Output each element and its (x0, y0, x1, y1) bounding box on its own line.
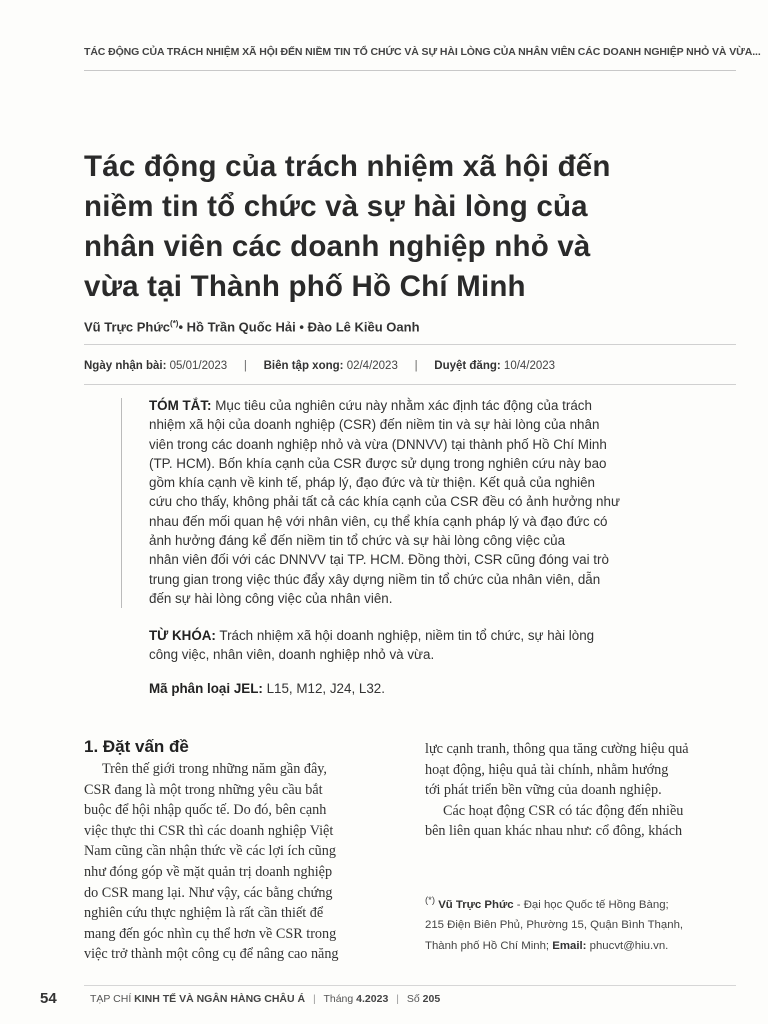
abstract-line: ảnh hưởng đáng kể đến niềm tin tổ chức và sự hài lòng công việc của (149, 533, 566, 549)
keywords (149, 626, 739, 665)
approved-label: Duyệt đăng: (434, 360, 501, 372)
abstract (149, 396, 739, 608)
body-line: Trên thế giới trong những năm gần đây, (102, 761, 327, 777)
article-dates (84, 360, 555, 372)
body-line: do CSR mang lại. Như vậy, các bằng chứng (84, 884, 333, 901)
abstract-line: nhau đến mối quan hệ với nhân viên, cụ thể khía cạnh pháp lý và đạo đức có (149, 513, 608, 529)
body-line: nghiên cứu thực nghiệm là rất cần thiết để (84, 905, 324, 922)
body-line: Nam cũng cần nhận thức về các lợi ích cũng (84, 843, 336, 860)
abstract-line: đến sự hài lòng công việc của nhân viên. (149, 590, 393, 606)
abstract-line: cứu cho thấy, không phải tất cả các khía cạnh của CSR đều có ảnh hưởng như (149, 494, 620, 510)
footnote-author: Vũ Trực Phức (438, 898, 514, 911)
title-line: niềm tin tổ chức và sự hài lòng của (84, 190, 588, 223)
footer-rule (84, 985, 736, 986)
footnote-city: Thành phố Hồ Chí Minh; (425, 939, 553, 952)
body-line: buộc để hội nhập quốc tế. Do đó, bên cạnh (84, 802, 327, 819)
edited-date: 02/4/2023 (346, 360, 398, 372)
author-name: Đào Lê Kiều Oanh (307, 319, 420, 335)
journal-prefix: TẠP CHÍ (90, 993, 132, 1005)
journal-footer (90, 993, 440, 1005)
dates-rule (84, 384, 736, 385)
footer-separator: | (313, 993, 316, 1005)
abstract-line: (TP. HCM). Bốn khía cạnh của CSR được sử dụng trong nghiên cứu này bao (149, 455, 607, 471)
month-value: 4.2023 (356, 993, 389, 1005)
author-list (84, 319, 420, 334)
body-line: như đóng góp về mặt quản trị doanh nghiệp (84, 863, 333, 880)
body-column-right (425, 739, 739, 842)
abstract-line: nhân viên đối với các DNNVV tại TP. HCM. Đồng thời, CSR cũng đóng vai trò (149, 552, 609, 568)
received-label: Ngày nhận bài: (84, 360, 167, 372)
abstract-line: nhiệm xã hội của doanh nghiệp (CSR) đến niềm tin và sự hài lòng của nhân (149, 417, 600, 433)
email-address: phucvt@hiu.vn. (586, 939, 669, 952)
body-line: việc trở thành một công cụ để nâng cao năng (84, 946, 339, 963)
corresponding-mark: (*) (170, 319, 179, 328)
author-separator: • (299, 319, 304, 335)
title-line: Tác động của trách nhiệm xã hội đến (84, 150, 611, 183)
running-header: TÁC ĐỘNG CỦA TRÁCH NHIỆM XÃ HỘI ĐẾN NIỀM TIN TỔ CHỨC VÀ SỰ HÀI LÒNG CỦA NHÂN VIÊN CÁC DOANH NGHIỆP NHỎ VÀ VỪA... (84, 46, 761, 58)
footer-separator: | (396, 993, 399, 1005)
body-line: tới phát triển bền vững của doanh nghiệp. (425, 782, 662, 799)
approved-date: 10/4/2023 (503, 360, 556, 372)
jel-value: L15, M12, J24, L32. (266, 681, 385, 696)
page-number: 54 (40, 990, 57, 1007)
title-line: nhân viên các doanh nghiệp nhỏ và (84, 230, 591, 263)
section-heading: 1. Đặt vấn đề (84, 737, 189, 756)
jel-label: Mã phân loại JEL: (149, 681, 263, 696)
footnote-address: 215 Điện Biên Phủ, Phường 15, Quận Bình Thạnh, (425, 919, 684, 932)
body-column-left (84, 759, 399, 965)
author-rule (84, 344, 736, 345)
body-line: lực cạnh tranh, thông qua tăng cường hiệu quả (425, 741, 689, 757)
footnote-mark: (*) (425, 895, 436, 906)
issue-value: 205 (422, 993, 441, 1005)
body-line: việc thực thi CSR thì các doanh nghiệp Việt (84, 822, 334, 839)
abstract-line: viên trong các doanh nghiệp nhỏ và vừa (DNNVV) tại thành phố Hồ Chí Minh (149, 436, 607, 452)
date-separator: | (243, 360, 247, 372)
author-separator: • (178, 319, 184, 335)
keywords-line: công việc, nhân viên, doanh nghiệp nhỏ và vừa. (149, 647, 435, 663)
body-line: CSR đang là một trong những yêu cầu bắt (84, 781, 323, 798)
jel-codes (149, 681, 385, 696)
footnote-affiliation: - Đại học Quốc tế Hồng Bàng; (513, 898, 669, 911)
abstract-line: Mục tiêu của nghiên cứu này nhằm xác định tác động của trách (215, 398, 592, 413)
author-name: Vũ Trực Phức (84, 319, 171, 335)
body-line: mang đến góc nhìn cụ thể hơn về CSR trong (84, 925, 337, 942)
body-line: bên liên quan khác nhau như: cổ đông, khách (425, 823, 683, 840)
abstract-label: TÓM TẮT: (149, 398, 212, 413)
email-label: Email: (552, 939, 587, 952)
received-date: 05/01/2023 (169, 360, 228, 372)
keywords-line: Trách nhiệm xã hội doanh nghiệp, niềm tin tổ chức, sự hài lòng (219, 628, 595, 643)
month-label: Tháng (323, 993, 354, 1005)
body-line: Các hoạt động CSR có tác động đến nhiều (443, 802, 684, 819)
title-line: vừa tại Thành phố Hồ Chí Minh (84, 270, 526, 303)
author-name: Hồ Trần Quốc Hải (186, 319, 296, 335)
abstract-side-rule (121, 398, 122, 608)
article-title (84, 147, 744, 307)
abstract-line: trung gian trong việc thúc đẩy xây dựng niềm tin tổ chức của nhân viên, dẫn (149, 571, 601, 587)
date-separator: | (414, 360, 418, 372)
header-rule (84, 70, 736, 71)
issue-label: Số (406, 993, 420, 1005)
edited-label: Biên tập xong: (263, 360, 344, 372)
body-line: hoạt động, hiệu quả tài chính, nhằm hướng (425, 761, 669, 778)
abstract-line: gồm khía cạnh về kinh tế, pháp lý, đạo đức và từ thiện. Kết quả của nghiên (149, 475, 595, 491)
keywords-label: TỪ KHÓA: (149, 628, 216, 643)
journal-name: KINH TẾ VÀ NGÂN HÀNG CHÂU Á (134, 993, 306, 1005)
author-footnote (425, 891, 745, 956)
